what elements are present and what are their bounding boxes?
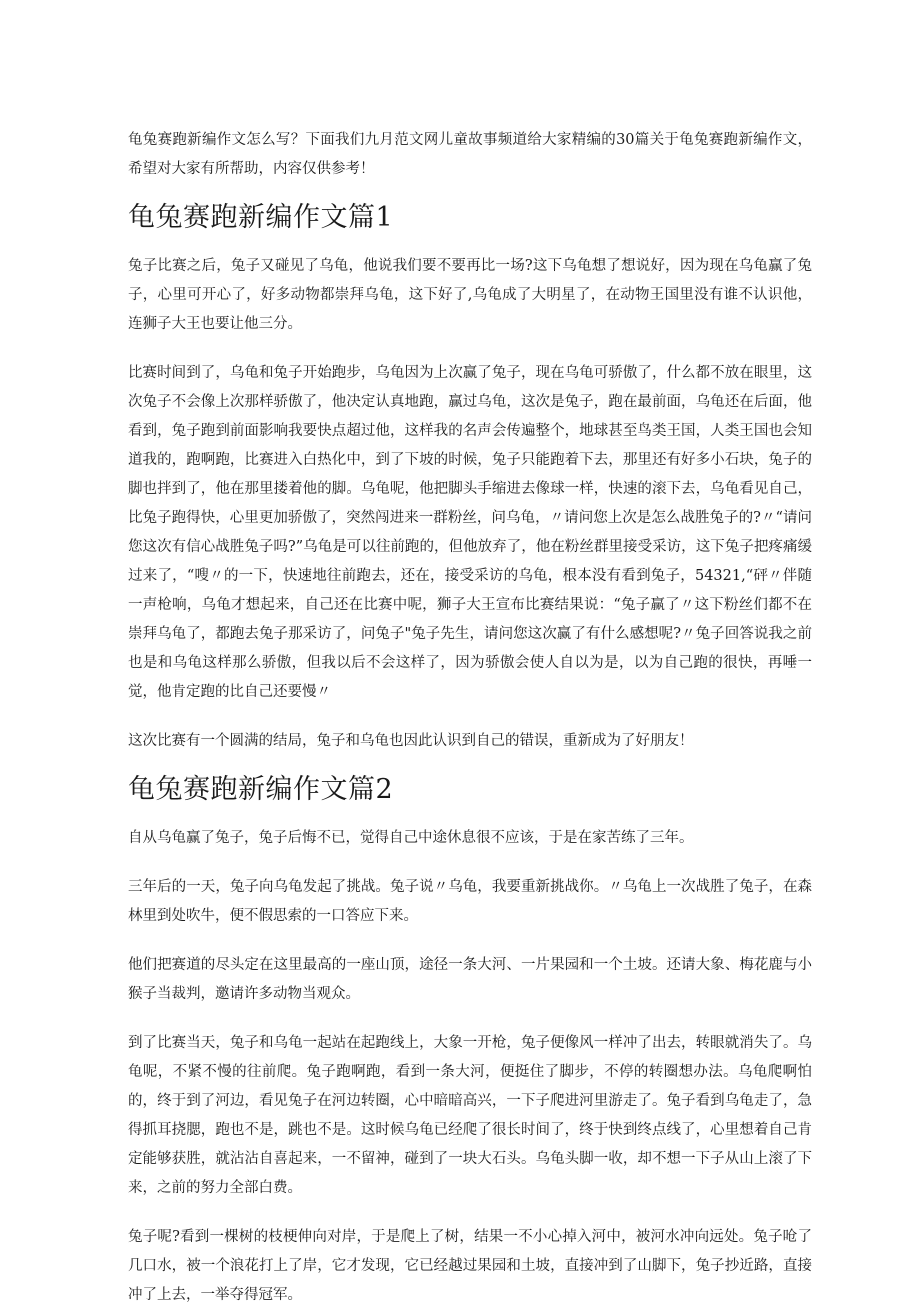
section-1-paragraph: 这次比赛有一个圆满的结局，兔子和乌龟也因此认识到自己的错误，重新成为了好朋友！ (128, 733, 694, 749)
document-page (128, 126, 812, 1310)
section-1-title: 龟兔赛跑新编作文篇1 (128, 202, 394, 233)
section-2-paragraph: 兔子呢?看到一棵树的枝梗伸向对岸，于是爬上了树，结果一不小心掉入河中，被河水冲向远处。兔子呛了几口水，被一个浪花打上了岸，它才发现，它已经越过果园和土坡，直接冲到了山脚下，兔子抄近路，直接冲了上去，一举夺得冠军。 (128, 1229, 812, 1303)
section-2-paragraph: 三年后的一天，兔子向乌龟发起了挑战。兔子说〃乌龟，我要重新挑战你。〃乌龟上一次战胜了兔子，在森林里到处吹牛，便不假思索的一口答应下来。 (128, 879, 812, 924)
section-2-paragraph: 他们把赛道的尽头定在这里最高的一座山顶，途径一条大河、一片果园和一个土坡。还请大象、梅花鹿与小猴子当裁判，邀请许多动物当观众。 (128, 957, 812, 1002)
section-2-title: 龟兔赛跑新编作文篇2 (128, 774, 394, 805)
section-1-paragraph: 比赛时间到了，乌龟和兔子开始跑步，乌龟因为上次赢了兔子，现在乌龟可骄傲了，什么都不放在眼里，这次兔子不会像上次那样骄傲了，他决定认真地跑，赢过乌龟，这次是兔子，跑在最前面，乌龟还在后面，他看到，兔子跑到前面影响我要快点超过他，这样我的名声会传遍整个，地球甚至鸟类王国，人类王国也会知道我的，跑啊跑，比赛进入白热化中，到了下坡的时候，兔子只能跑着下去，那里还有好多小石块，兔子的脚也拌到了，他在那里搂着他的脚。乌龟呢，他把脚头手缩进去像球一样，快速的滚下去，乌龟看见自己，比兔子跑得快，心里更加骄傲了，突然闯进来一群粉丝，问乌龟，〃请问您上次是怎么战胜兔子的?〃“请问您这次有信心战胜兔子吗?”乌龟是可以往前跑的，但他放弃了，他在粉丝群里接受采访，这下兔子把疼痛缓过来了，“嗖〃的一下，快速地往前跑去，还在，接受采访的乌龟，根本没有看到兔子，54321,“砰〃伴随一声枪响，乌龟才想起来，自己还在比赛中呢，狮子大王宣布比赛结果说：“兔子赢了〃这下粉丝们都不在崇拜乌龟了，都跑去兔子那采访了，问兔子"兔子先生，请问您这次赢了有什么感想呢?〃兔子回答说我之前也是和乌龟这样那么骄傲，但我以后不会这样了，因为骄傲会使人自以为是，以为自己跑的很快，再唾一觉，他肯定跑的比自己还要慢〃 (128, 365, 812, 700)
section-1-paragraph: 兔子比赛之后，兔子又碰见了乌龟，他说我们要不要再比一场?这下乌龟想了想说好，因为现在乌龟赢了兔子，心里可开心了，好多动物都崇拜乌龟，这下好了,乌龟成了大明星了，在动物王国里没有谁不认识他，连狮子大王也要让他三分。 (128, 258, 812, 332)
section-2-paragraph: 自从乌龟赢了兔子，兔子后悔不已，觉得自己中途休息很不应该，于是在家苦练了三年。 (128, 830, 694, 846)
section-2-paragraph: 到了比赛当天，兔子和乌龟一起站在起跑线上，大象一开枪，兔子便像风一样冲了出去，转眼就消失了。乌龟呢，不紧不慢的往前爬。兔子跑啊跑，看到一条大河，便挺住了脚步，不停的转圈想办法。乌龟爬啊怕的，终于到了河边，看见兔子在河边转圈，心中暗暗高兴，一下子爬进河里游走了。兔子看到乌龟走了，急得抓耳挠腮，跑也不是，跳也不是。这时候乌龟已经爬了很长时间了，终于快到终点线了，心里想着自己肯定能够获胜，就沾沾自喜起来，一不留神，碰到了一块大石头。乌龟头脚一收，却不想一下子从山上滚了下来，之前的努力全部白费。 (128, 1035, 812, 1196)
intro-paragraph: 龟兔赛跑新编作文怎么写？下面我们九月范文网儿童故事频道给大家精编的30篇关于龟兔赛跑新编作文，希望对大家有所帮助，内容仅供参考！ (128, 132, 812, 177)
